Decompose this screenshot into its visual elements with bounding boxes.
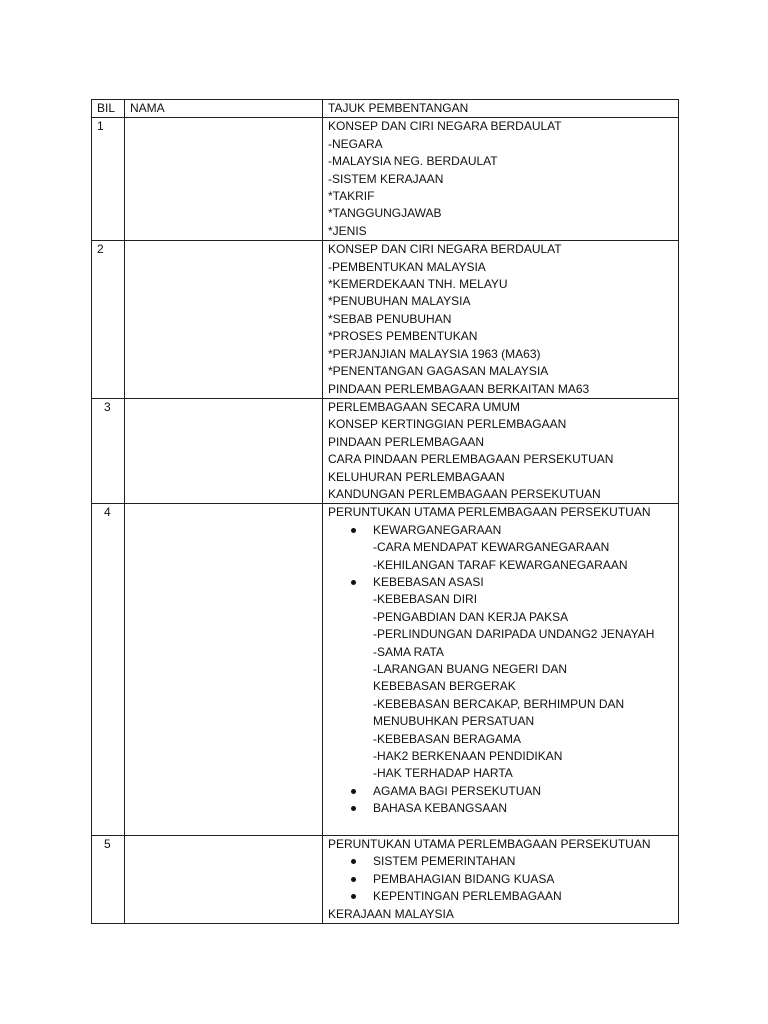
topic-line: PINDAAN PERLEMBAGAAN BERKAITAN MA63 [328, 381, 590, 396]
table-row [92, 504, 679, 836]
topic-line: KONSEP KERTINGGIAN PERLEMBAGAAN [328, 417, 567, 432]
topic-cell [323, 398, 679, 503]
topic-line: -SISTEM KERAJAAN [328, 171, 444, 186]
bullet-item [328, 783, 678, 800]
topic-line: PERLEMBAGAAN SECARA UMUM [328, 399, 521, 414]
presentation-table [91, 99, 679, 924]
table-row [92, 118, 679, 241]
topic-line: -MALAYSIA NEG. BERDAULAT [328, 154, 498, 169]
sub-item: -KEBEBASAN BERCAKAP, BERHIMPUN DAN MENUBUHKAN PERSATUAN [373, 696, 625, 729]
topic-bullet-list [328, 853, 678, 905]
sub-item: -PERLINDUNGAN DARIPADA UNDANG2 JENAYAH [373, 627, 655, 642]
sub-item: -HAK2 BERKENAAN PENDIDIKAN [373, 749, 563, 764]
topic-line: *JENIS [328, 223, 367, 238]
bullet-item [328, 888, 678, 905]
name-cell[interactable] [125, 241, 323, 399]
header-bil: BIL [92, 100, 125, 118]
sub-item: -KEHILANGAN TARAF KEWARGANEGARAAN [373, 557, 628, 572]
topic-line: -NEGARA [328, 136, 383, 151]
sub-item: -HAK TERHADAP HARTA [373, 766, 513, 781]
topic-line: CARA PINDAAN PERLEMBAGAAN PERSEKUTUAN [328, 452, 614, 467]
header-nama: NAMA [125, 100, 323, 118]
topic-heading: PERUNTUKAN UTAMA PERLEMBAGAAN PERSEKUTUAN [328, 837, 651, 852]
table-row [92, 836, 679, 924]
topic-line: KANDUNGAN PERLEMBAGAAN PERSEKUTUAN [328, 486, 601, 501]
sub-item: -CARA MENDAPAT KEWARGANEGARAAN [373, 540, 610, 555]
bullet-item [328, 800, 678, 817]
name-cell[interactable] [125, 118, 323, 241]
name-cell[interactable] [125, 836, 323, 924]
topic-heading: PERUNTUKAN UTAMA PERLEMBAGAAN PERSEKUTUAN [328, 505, 651, 520]
topic-line: *TANGGUNGJAWAB [328, 206, 442, 221]
topic-line: *PROSES PEMBENTUKAN [328, 329, 478, 344]
sub-item: -PENGABDIAN DAN KERJA PAKSA [373, 609, 569, 624]
bullet-label: PEMBAHAGIAN BIDANG KUASA [373, 871, 555, 886]
topic-line: *PENENTANGAN GAGASAN MALAYSIA [328, 364, 549, 379]
sub-item: -LARANGAN BUANG NEGERI DAN KEBEBASAN BERGERAK [373, 662, 568, 694]
topic-line: *PERJANJIAN MALAYSIA 1963 (MA63) [328, 346, 541, 361]
bullet-item [328, 871, 678, 888]
topic-cell [323, 504, 679, 836]
topic-line: *SEBAB PENUBUHAN [328, 311, 452, 326]
topic-cell [323, 118, 679, 241]
sub-item: -KEBEBASAN BERAGAMA [373, 731, 522, 746]
topic-line: *KEMERDEKAAN TNH. MELAYU [328, 277, 508, 292]
bullet-label: KEBEBASAN ASASI [373, 574, 484, 589]
sub-item: -SAMA RATA [373, 644, 444, 659]
topic-line: KELUHURAN PERLEMBAGAAN [328, 469, 505, 484]
row-number: 1 [92, 118, 125, 241]
header-tajuk: TAJUK PEMBENTANGAN [323, 100, 679, 118]
bullet-label: KEPENTINGAN PERLEMBAGAAN [373, 889, 562, 904]
topic-line: -PEMBENTUKAN MALAYSIA [328, 259, 486, 274]
topic-cell [323, 241, 679, 399]
topic-bullet-list [328, 783, 678, 818]
sub-item: -KEBEBASAN DIRI [373, 592, 478, 607]
topic-footer: KERAJAAN MALAYSIA [328, 906, 454, 921]
topic-cell [323, 836, 679, 924]
table-row [92, 241, 679, 399]
bullet-item [328, 853, 678, 870]
bullet-label: BAHASA KEBANGSAAN [373, 801, 508, 816]
blank-line [328, 818, 678, 835]
topic-line: PINDAAN PERLEMBAGAAN [328, 434, 485, 449]
bullet-label: AGAMA BAGI PERSEKUTUAN [373, 783, 542, 798]
topic-line: *TAKRIF [328, 189, 375, 204]
row-number: 4 [92, 504, 125, 836]
row-number: 2 [92, 241, 125, 399]
row-number: 5 [92, 836, 125, 924]
topic-bullet-list [328, 574, 678, 591]
table-header-row [92, 100, 679, 118]
bullet-item [328, 574, 678, 591]
name-cell[interactable] [125, 398, 323, 503]
bullet-label: KEWARGANEGARAAN [373, 522, 502, 537]
topic-line: KONSEP DAN CIRI NEGARA BERDAULAT [328, 242, 562, 257]
topic-line: *PENUBUHAN MALAYSIA [328, 294, 471, 309]
table-row [92, 398, 679, 503]
topic-bullet-list [328, 522, 678, 539]
bullet-item [328, 522, 678, 539]
row-number: 3 [92, 398, 125, 503]
bullet-label: SISTEM PEMERINTAHAN [373, 854, 516, 869]
topic-line: KONSEP DAN CIRI NEGARA BERDAULAT [328, 119, 562, 134]
name-cell[interactable] [125, 504, 323, 836]
